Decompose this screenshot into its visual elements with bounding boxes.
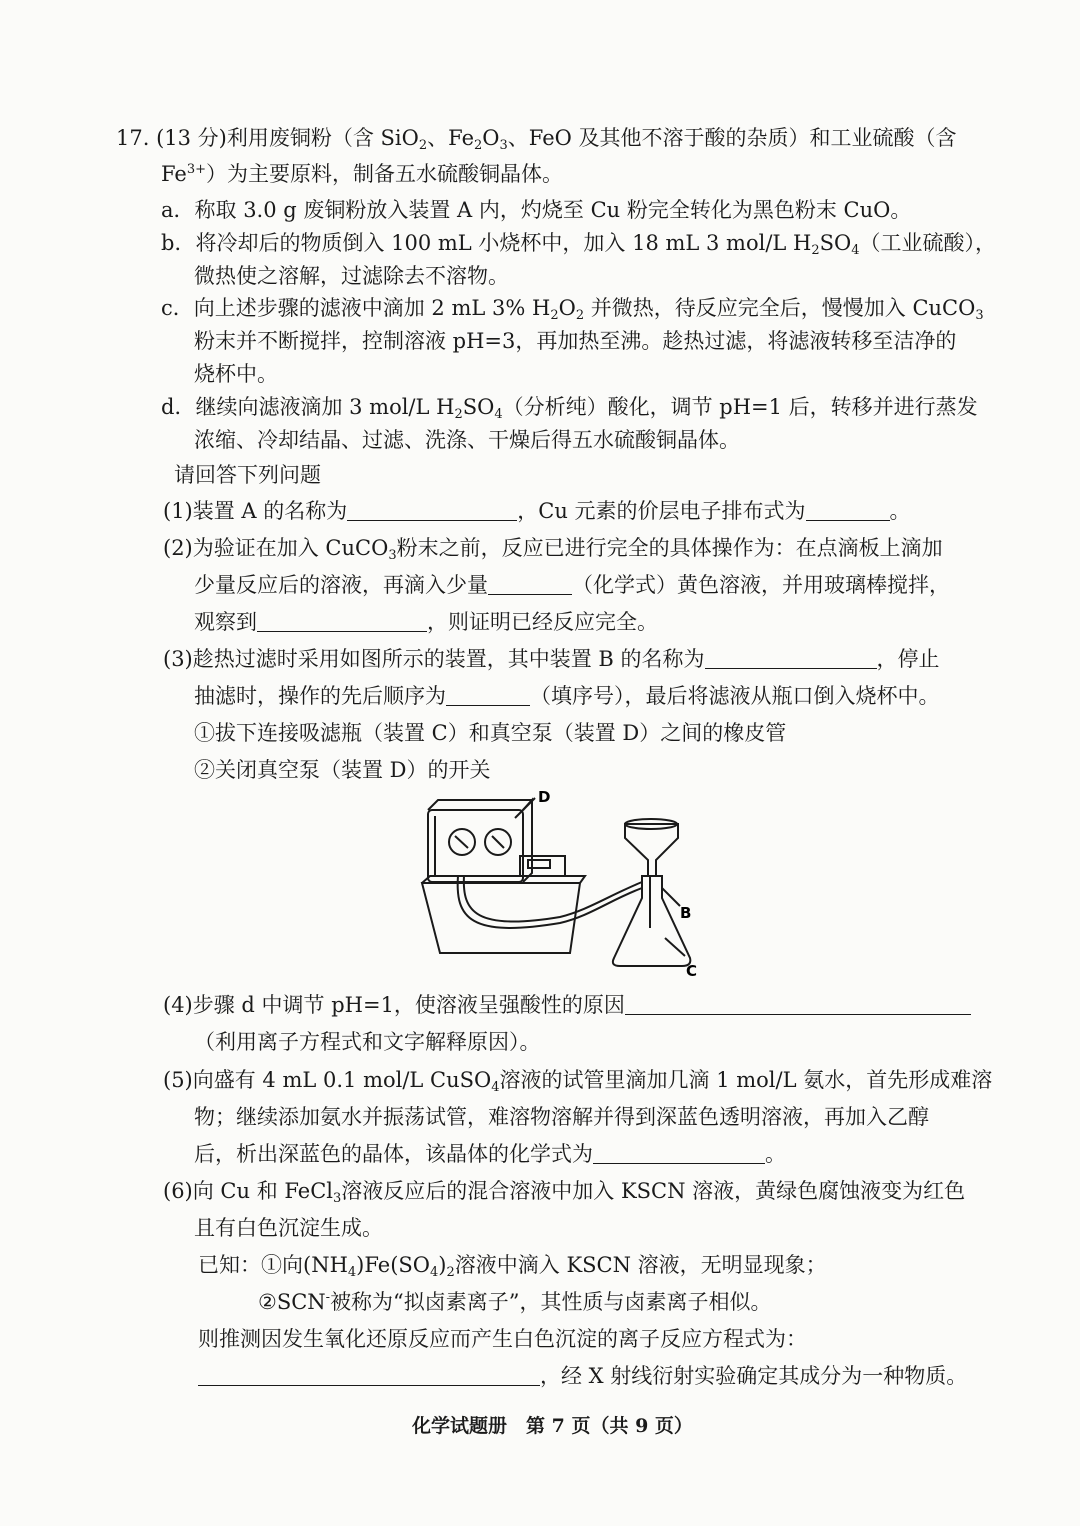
step-b-line1: b．将冷却后的物质倒入 100 mL 小烧杯中，加入 18 mL 3 mol/L $H_2SO_4$（工业硫酸）， [161,231,997,258]
q4-blank[interactable] [625,992,971,1015]
q2-blank-2[interactable] [257,609,427,632]
q2-line3: 观察到 ，则证明已经反应完全。 [194,610,658,634]
q2-line1: (2)为验证在加入 CuCO$_3$粉末之前，反应已进行完全的具体操作为：在点滴板上滴加 [163,536,943,563]
step-c-line3: 烧杯中。 [194,362,278,386]
q2-blank-1[interactable] [488,572,572,595]
page-footer: 化学试题册 第 7 页（共 9 页） [412,1415,693,1437]
question-intro-line2: $Fe^{3+}$）为主要原料，制备五水硫酸铜晶体。 [161,162,564,186]
step-b-line2: 微热使之溶解，过滤除去不溶物。 [194,264,509,288]
q3-blank-1[interactable] [705,646,877,669]
prompt-text: 请回答下列问题 [174,463,321,487]
pump-side [523,800,532,882]
step-a: a．称取 3.0 g 废铜粉放入装置 A 内，灼烧至 Cu 粉完全转化为黑色粉末 CuO。 [161,198,912,222]
q6-line5: ，经 X 射线衍射实验确定其成分为一种物质。 [198,1362,967,1390]
step-d-line1: d．继续向滤液滴加 3 mol/L $H_2SO_4$（分析纯）酸化，调节 pH=1 后，转移并进行蒸发 [161,395,978,422]
q5-line3: 后，析出深蓝色的晶体，该晶体的化学式为 。 [194,1142,786,1166]
q6-blank[interactable] [198,1363,540,1386]
q6-line4: 则推测因发生氧化还原反应而产生白色沉淀的离子反应方程式为： [198,1327,807,1351]
q1-line: (1)装置 A 的名称为 ，Cu 元素的价层电子排布式为 。 [163,499,911,523]
question-intro-line1: 17. (13 分)利用废铜粉（含 SiO$_2$、$Fe_2O_3$、FeO 及其他不溶于酸的杂质）和工业硫酸（含 [116,126,957,153]
q1-blank-1[interactable] [347,498,517,521]
q6-line1: (6)向 Cu 和 FeCl$_3$溶液反应后的混合溶液中加入 KSCN 溶液，黄绿色腐蚀液变为红色 [163,1179,966,1206]
q3-blank-2[interactable] [446,683,530,706]
pump-top [428,800,532,810]
buchner-funnel [625,824,678,876]
q3-line2: 抽滤时，操作的先后顺序为 （填序号），最后将滤液从瓶口倒入烧杯中。 [194,684,940,708]
q1-blank-2[interactable] [806,498,890,521]
q2-line2: 少量反应后的溶液，再滴入少量 （化学式）黄色溶液，并用玻璃棒搅拌， [194,573,950,597]
step-c-line2: 粉末并不断搅拌，控制溶液 pH=3，再加热至沸。趁热过滤，将滤液转移至洁净的 [194,329,957,353]
step-c-line1: c．向上述步骤的滤液中滴加 2 mL 3% $H_2O_2$ 并微热，待反应完全后，慢慢加入 CuCO$_3$ [161,296,984,323]
filtration-apparatus-figure [410,788,710,992]
q3-option-1: ①拔下连接吸滤瓶（装置 C）和真空泵（装置 D）之间的橡皮管 [194,721,787,745]
label-b: B [680,904,692,922]
step-d-line2: 浓缩、冷却结晶、过滤、洗涤、干燥后得五水硫酸铜晶体。 [194,428,740,452]
q4-line1: (4)步骤 d 中调节 pH=1，使溶液呈强酸性的原因 [163,991,971,1019]
q5-line1: (5)向盛有 4 mL 0.1 mol/L CuSO$_4$溶液的试管里滴加几滴 1 mol/L 氨水，首先形成难溶 [163,1068,993,1095]
q4-line2: （利用离子方程式和文字解释原因）。 [194,1030,541,1054]
question-number: 17. [116,126,150,150]
label-d: D [538,788,551,806]
q6-line2: 且有白色沉淀生成。 [194,1216,383,1240]
q3-option-2: ②关闭真空泵（装置 D）的开关 [194,758,491,782]
q6-known-2: ②SCN-被称为“拟卤素离子”，其性质与卤素离子相似。 [258,1290,772,1314]
pump-body [428,810,523,882]
q5-blank[interactable] [593,1141,765,1164]
q3-line1: (3)趁热过滤时采用如图所示的装置，其中装置 B 的名称为 ，停止 [163,647,940,671]
label-c: C [686,962,698,980]
q5-line2: 物；继续添加氨水并振荡试管，难溶物溶解并得到深蓝色透明溶液，再加入乙醇 [194,1105,929,1129]
apparatus-svg [410,788,710,988]
q6-known-1: 已知：①向$(NH_4)Fe(SO_4)_2$溶液中滴入 KSCN 溶液，无明显现象； [198,1253,827,1280]
